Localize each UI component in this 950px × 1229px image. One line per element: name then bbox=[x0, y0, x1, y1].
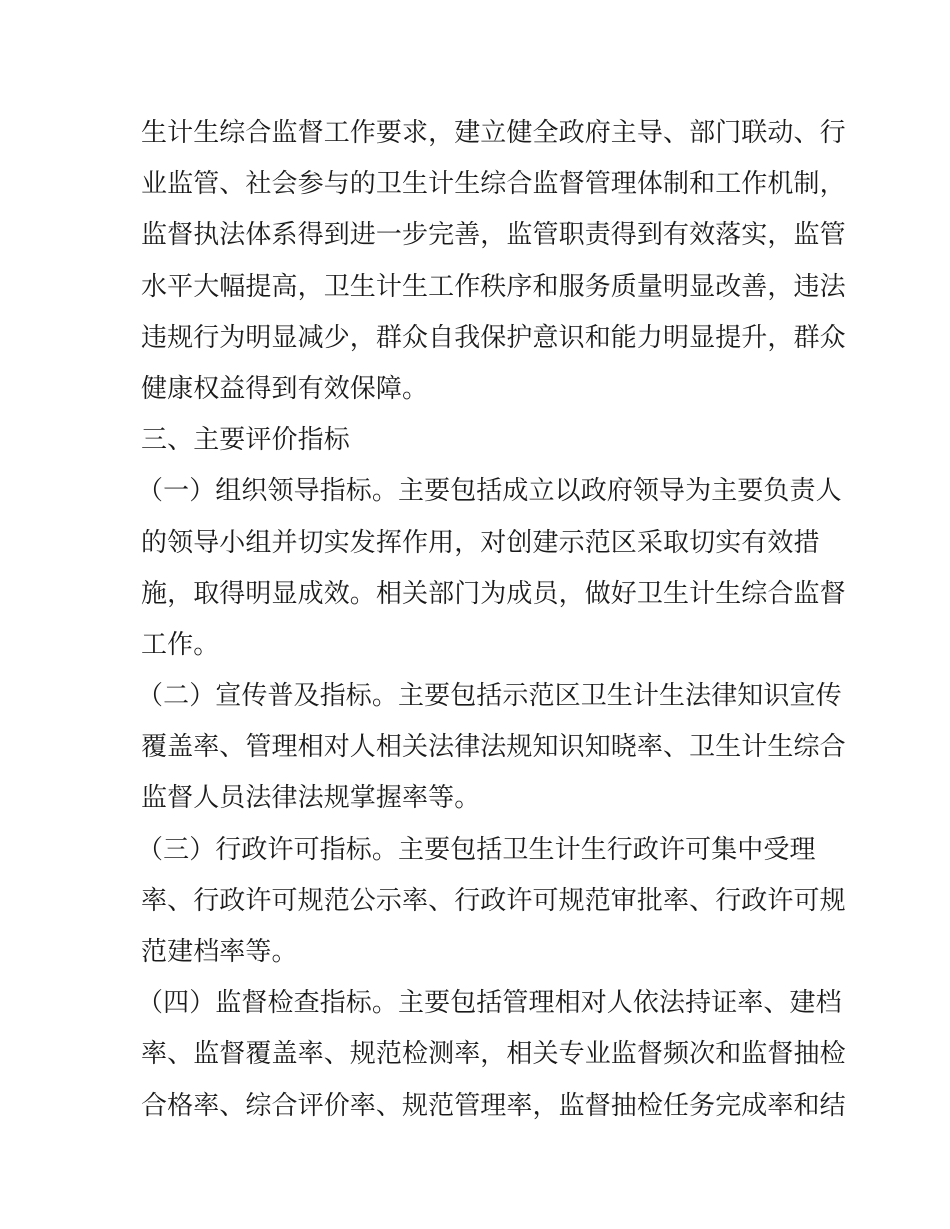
text-line: （四）监督检查指标。主要包括管理相对人依法持证率、建档 bbox=[137, 988, 842, 1019]
text-line: 的领导小组并切实发挥作用，对创建示范区采取切实有效措 bbox=[141, 527, 820, 558]
text-line: （三）行政许可指标。主要包括卫生计生行政许可集中受理 bbox=[137, 834, 816, 865]
text-line: （一）组织领导指标。主要包括成立以政府领导为主要负责人 bbox=[137, 476, 842, 507]
section-heading: 三、主要评价指标 bbox=[141, 425, 350, 456]
text-line: 合格率、综合评价率、规范管理率，监督抽检任务完成率和结 bbox=[141, 1090, 846, 1121]
text-line: （二）宣传普及指标。主要包括示范区卫生计生法律知识宣传 bbox=[137, 681, 842, 712]
text-line: 覆盖率、管理相对人相关法律法规知识知晓率、卫生计生综合 bbox=[141, 732, 846, 763]
text-line: 监督人员法律法规掌握率等。 bbox=[141, 783, 481, 814]
text-line: 健康权益得到有效保障。 bbox=[141, 373, 429, 404]
text-line: 生计生综合监督工作要求，建立健全政府主导、部门联动、行 bbox=[141, 118, 846, 148]
text-line: 监督执法体系得到进一步完善，监管职责得到有效落实，监管 bbox=[141, 220, 846, 251]
text-line: 工作。 bbox=[141, 629, 220, 660]
text-line: 水平大幅提高，卫生计生工作秩序和服务质量明显改善，违法 bbox=[141, 271, 846, 302]
text-line: 率、监督覆盖率、规范检测率，相关专业监督频次和监督抽检 bbox=[141, 1039, 846, 1070]
text-line: 业监管、社会参与的卫生计生综合监督管理体制和工作机制， bbox=[141, 169, 846, 200]
text-line: 率、行政许可规范公示率、行政许可规范审批率、行政许可规 bbox=[141, 885, 846, 916]
body-text bbox=[137, 108, 846, 1132]
text-line: 施，取得明显成效。相关部门为成员，做好卫生计生综合监督 bbox=[141, 578, 846, 609]
text-line: 范建档率等。 bbox=[141, 937, 298, 967]
text-line: 违规行为明显减少，群众自我保护意识和能力明显提升，群众 bbox=[141, 322, 846, 353]
